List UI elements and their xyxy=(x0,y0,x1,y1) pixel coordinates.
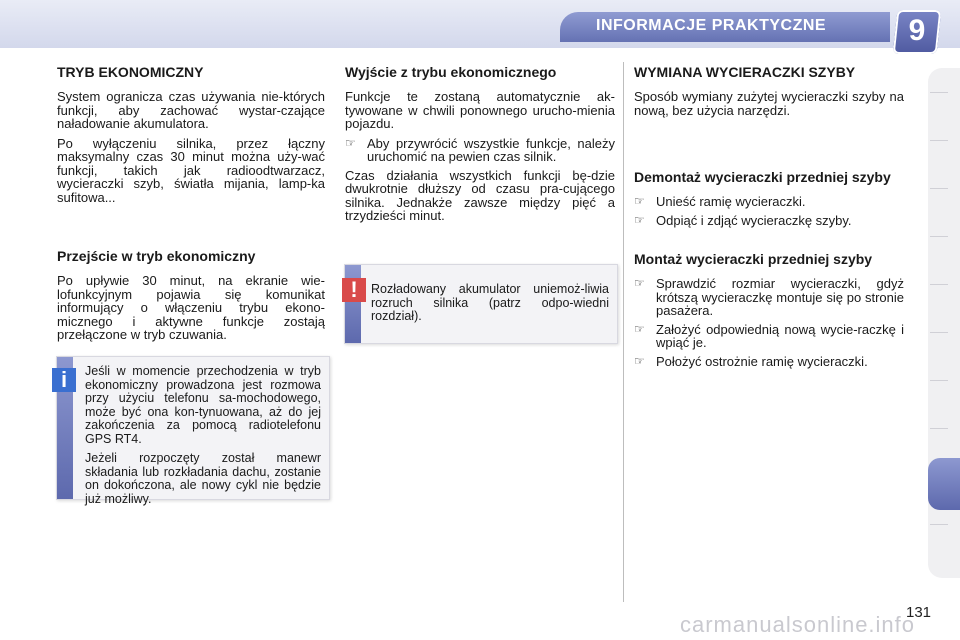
tab-separator xyxy=(930,140,948,141)
tab-separator xyxy=(930,284,948,285)
bullet-item xyxy=(634,277,904,318)
paragraph: Rozładowany akumulator uniemoż-liwia rozruch silnika (patrz odpo-wiedni rozdział). xyxy=(371,282,609,323)
info-icon: i xyxy=(52,368,76,392)
paragraph: System ograniczа czas używania nie-których funkcji, aby zachować wystar-czające naładowanie akumulatora. xyxy=(57,89,325,131)
pointing-hand-icon: ☞ xyxy=(634,353,645,368)
paragraph: Po wyłączeniu silnika, przez łączny maksymalny czas 30 minut można uży-wać funkcji, takich jak radioodtwarzacz, wycieraczki szyb, światła mijania, lamp-ka sufitowa... xyxy=(57,135,325,205)
bullet-text: Założyć odpowiednią nową wycie-raczkę i wpiąć je. xyxy=(656,321,904,350)
warning-note xyxy=(344,264,618,344)
chapter-number: 9 xyxy=(908,14,926,47)
middle-column xyxy=(345,64,615,229)
section-heading: Demontaż wycieraczki przedniej szyby xyxy=(634,169,891,185)
bullet-text: Położyć ostrożnie ramię wycieraczki. xyxy=(656,353,868,369)
section-heading: WYMIANA WYCIERACZKI SZYBY xyxy=(634,64,856,80)
warning-note-text xyxy=(371,283,609,330)
warning-icon: ! xyxy=(342,278,366,302)
bullet-text: Sprawdzić rozmiar wycieraczki, gdyż krótszą wycieraczkę montuje się po stronie pasażera. xyxy=(656,276,904,318)
bullet-text: Aby przywrócić wszystkie funkcje, należy uruchomić na pewien czas silnik. xyxy=(367,135,615,164)
tab-separator xyxy=(930,524,948,525)
pointing-hand-icon: ☞ xyxy=(634,194,645,208)
bullet-item xyxy=(634,214,904,228)
tab-separator xyxy=(930,428,948,429)
bullet-item xyxy=(345,137,615,164)
paragraph: Funkcje te zostaną automatycznie ak-tywowane w chwili ponownego urucho-mienia pojazdu. xyxy=(345,89,615,131)
active-chapter-tab xyxy=(928,458,960,510)
paragraph: Po upływie 30 minut, na ekranie wie-lofunkcyjnym pojawia się komunikat informujący o włączeniu trybu ekono-micznego i aktywne funkcje zostają przełączone w tryb czuwania. xyxy=(57,273,325,342)
section-heading: Wyjście z trybu ekonomicznego xyxy=(345,64,557,80)
pointing-hand-icon: ☞ xyxy=(634,212,645,227)
section-heading: TRYB EKONOMICZNY xyxy=(57,64,204,80)
bullet-item xyxy=(634,355,904,369)
pointing-hand-icon: ☞ xyxy=(634,276,645,290)
paragraph: Jeśli w momencie przechodzenia w tryb ekonomiczny prowadzona jest rozmowa przy użyciu telefonu sa-mochodowego, może być ona kon-tynuowana, aż do jej zakończenia za pomocą radiotelefonu GPS RT4. xyxy=(85,364,321,446)
section-heading: Montaż wycieraczki przedniej szyby xyxy=(634,251,873,267)
page-number: 131 xyxy=(906,604,932,621)
page-title: INFORMACJE PRAKTYCZNE xyxy=(596,17,827,34)
watermark: carmanualsonline.info xyxy=(680,612,916,637)
tab-separator xyxy=(930,380,948,381)
tab-separator xyxy=(930,332,948,333)
right-column xyxy=(634,64,904,373)
tab-separator xyxy=(930,236,948,237)
paragraph: Sposób wymiany zużytej wycieraczki szyby na nową, bez użycia narzędzi. xyxy=(634,89,904,118)
info-note-text xyxy=(85,365,321,512)
paragraph: Jeżeli rozpoczęty został manewr składania lub rozkładania dachu, zostanie on dokończona, ale nowy cykl nie będzie już możliwy. xyxy=(85,451,321,506)
tab-separator xyxy=(930,188,948,189)
bullet-text: Unieść ramię wycieraczki. xyxy=(656,194,806,209)
column-divider xyxy=(623,62,624,602)
section-heading: Przejście w tryb ekonomiczny xyxy=(57,248,256,264)
tab-separator xyxy=(930,92,948,93)
bullet-item xyxy=(634,323,904,350)
info-note xyxy=(56,356,330,506)
bullet-text: Odpiąć i zdjąć wycieraczkę szyby. xyxy=(656,212,852,228)
paragraph: Czas działania wszystkich funkcji bę-dzie dwukrotnie dłuższy od czasu pra-cującego silnika. Jednakże zawsze między pięć a trzydzieści minut. xyxy=(345,167,615,223)
bullet-item xyxy=(634,195,904,209)
pointing-hand-icon: ☞ xyxy=(634,321,645,336)
left-column xyxy=(57,64,325,348)
pointing-hand-icon: ☞ xyxy=(345,135,356,150)
